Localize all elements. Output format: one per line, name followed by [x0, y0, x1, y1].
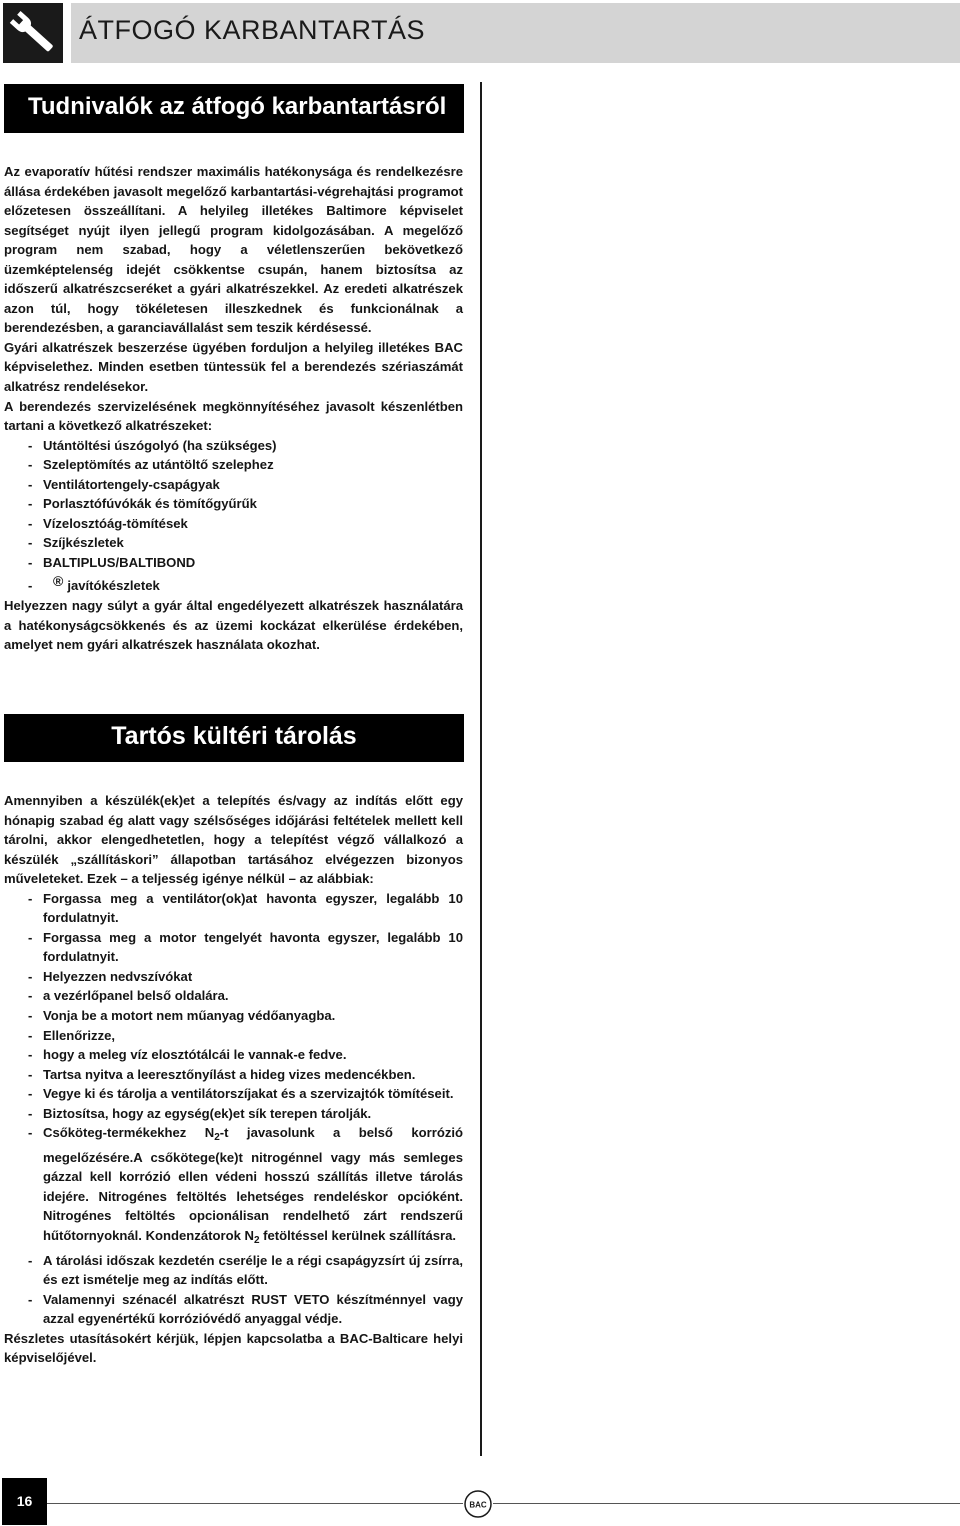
list-item: - Porlasztófúvókák és tömítőgyűrűk [4, 494, 463, 514]
wrench-icon [3, 3, 63, 63]
list-item: - Helyezzen nedvszívókat [4, 967, 463, 987]
list-item: - hogy a meleg víz elosztótálcái le vannak-e fedve. [4, 1045, 463, 1065]
list-item [4, 573, 463, 596]
bac-logo-icon [463, 1489, 493, 1519]
spare-parts-list [4, 436, 463, 596]
nitrogen-text: Csőköteg-termékekhez N [43, 1125, 215, 1141]
section-heading-maintenance: Tudnivalók az átfogó karbantartásról [4, 84, 464, 133]
column-divider [480, 82, 482, 1456]
list-item: - Biztosítsa, hogy az egység(ek)et sík terepen tárolják. [4, 1104, 463, 1124]
storage-steps-list [4, 889, 463, 1329]
list-item: - Vegye ki és tárolja a ventilátorszíjakat és a szervizajtók tömítéseit. [4, 1084, 463, 1104]
list-item: - Szeleptömítés az utántöltő szelephez [4, 455, 463, 475]
list-item: - Valamennyi szénacél alkatrészt RUST VETO készítménnyel vagy azzal egyenértékű korrózióvédő anyaggal védje. [4, 1290, 463, 1329]
paragraph: Gyári alkatrészek beszerzése ügyében forduljon a helyileg illetékes BAC képviselethez. Minden esetben tüntessük fel a berendezés szériaszámát alkatrész rendelésekor. [4, 339, 463, 395]
paragraph: Amennyiben a készülék(ek)et a telepítés és/vagy az indítás előtt egy hónapig szabad ég alatt vagy szélsőséges időjárási feltételek mellett kell tárolni, akkor elengedhetetlen, hogy a telepítést végző vállalkozó a készülék „szállításkori” állapotban tartásához elvégezzen bizonyos műveleteket. Ezek – a teljesség igénye nélkül – az alábbiak: [4, 793, 463, 887]
list-item: - a vezérlőpanel belső oldalára. [4, 986, 463, 1006]
list-item [4, 1123, 463, 1250]
page-title: ÁTFOGÓ KARBANTARTÁS [79, 15, 426, 45]
list-item: - BALTIPLUS/BALTIBOND [4, 553, 463, 573]
list-item: - Tartsa nyitva a leeresztőnyílást a hideg vizes medencékben. [4, 1065, 463, 1085]
list-item: - Vízelosztóág-tömítések [4, 514, 463, 534]
section-body-maintenance [4, 162, 463, 655]
repair-kit-label: javítókészletek [67, 578, 160, 594]
nitrogen-text: fetöltéssel kerülnek szállításra. [259, 1228, 457, 1244]
section-body-storage [4, 791, 463, 1368]
section-heading-storage: Tartós kültéri tárolás [4, 714, 464, 762]
list-item: - Forgassa meg a ventilátor(ok)at havonta egyszer, legalább 10 fordulatnyit. [4, 889, 463, 928]
footer-divider [47, 1503, 960, 1504]
list-item: - Vonja be a motort nem műanyag védőanyagba. [4, 1006, 463, 1026]
paragraph: A berendezés szervizelésének megkönnyítéséhez javasolt készenlétben tartani a következő alkatrészeket: [4, 398, 463, 434]
bac-logo-text: BAC [469, 1500, 487, 1510]
nitrogen-text: -t javasolunk a belső korrózió megelőzésére.A csőkötege(ke)t nitrogénnel vagy más semleges gázzal kell korrózió ellen védeni hosszú szállítás illetve tárolás idejére. Nitrogénes feltöltés lehetséges rendeléskor opcióként. Nitrogénes feltöltés opcionálisan rendelhető zárt rendszerű hűtőtornyoknál. Kondenzátorok N [43, 1125, 463, 1244]
paragraph: Helyezzen nagy súlyt a gyár által engedélyezett alkatrészek használatára a hatékonyságcsökkenés és az üzemi kockázat elkerülése érdekében, amelyet nem gyári alkatrészek használata okozhat. [4, 598, 463, 653]
list-item: - Ventilátortengely-csapágyak [4, 475, 463, 495]
list-item: - Szíjkészletek [4, 533, 463, 553]
page-number: 16 [2, 1478, 47, 1525]
header-bar [71, 3, 960, 63]
list-item: - Ellenőrizze, [4, 1026, 463, 1046]
list-item: - A tárolási időszak kezdetén cserélje le a régi csapágyzsírt új zsírra, és ezt ismételje meg az indítás előtt. [4, 1251, 463, 1290]
list-item: - Utántöltési úszógolyó (ha szükséges) [4, 436, 463, 456]
subscript: 2 [214, 1132, 220, 1144]
registered-symbol: ® [53, 573, 64, 590]
list-item: - Forgassa meg a motor tengelyét havonta egyszer, legalább 10 fordulatnyit. [4, 928, 463, 967]
paragraph: Az evaporatív hűtési rendszer maximális hatékonysága és rendelkezésre állása érdekében javasolt megelőző karbantartási-végrehajtási programot előzetesen összeállítani. A helyileg illetékes Baltimore képviselet segítséget nyújt ilyen jellegű program kidolgozásában. A megelőző program nem szabad, hogy a véletlenszerűen bekövetkező üzemképtelenség idejét csökkentse csupán, hanem biztosítsa az időszerű alkatrészcseréket a gyári alkatrészekkel. Az eredeti alkatrészek azon túl, hogy tökéletesen illeszkednek és funkcionálnak a berendezésben, a garanciavállalást sem teszik kérdésessé. [4, 164, 463, 336]
paragraph: Részletes utasításokért kérjük, lépjen kapcsolatba a BAC-Balticare helyi képviselőjével. [4, 1330, 463, 1366]
subscript: 2 [253, 1235, 260, 1247]
